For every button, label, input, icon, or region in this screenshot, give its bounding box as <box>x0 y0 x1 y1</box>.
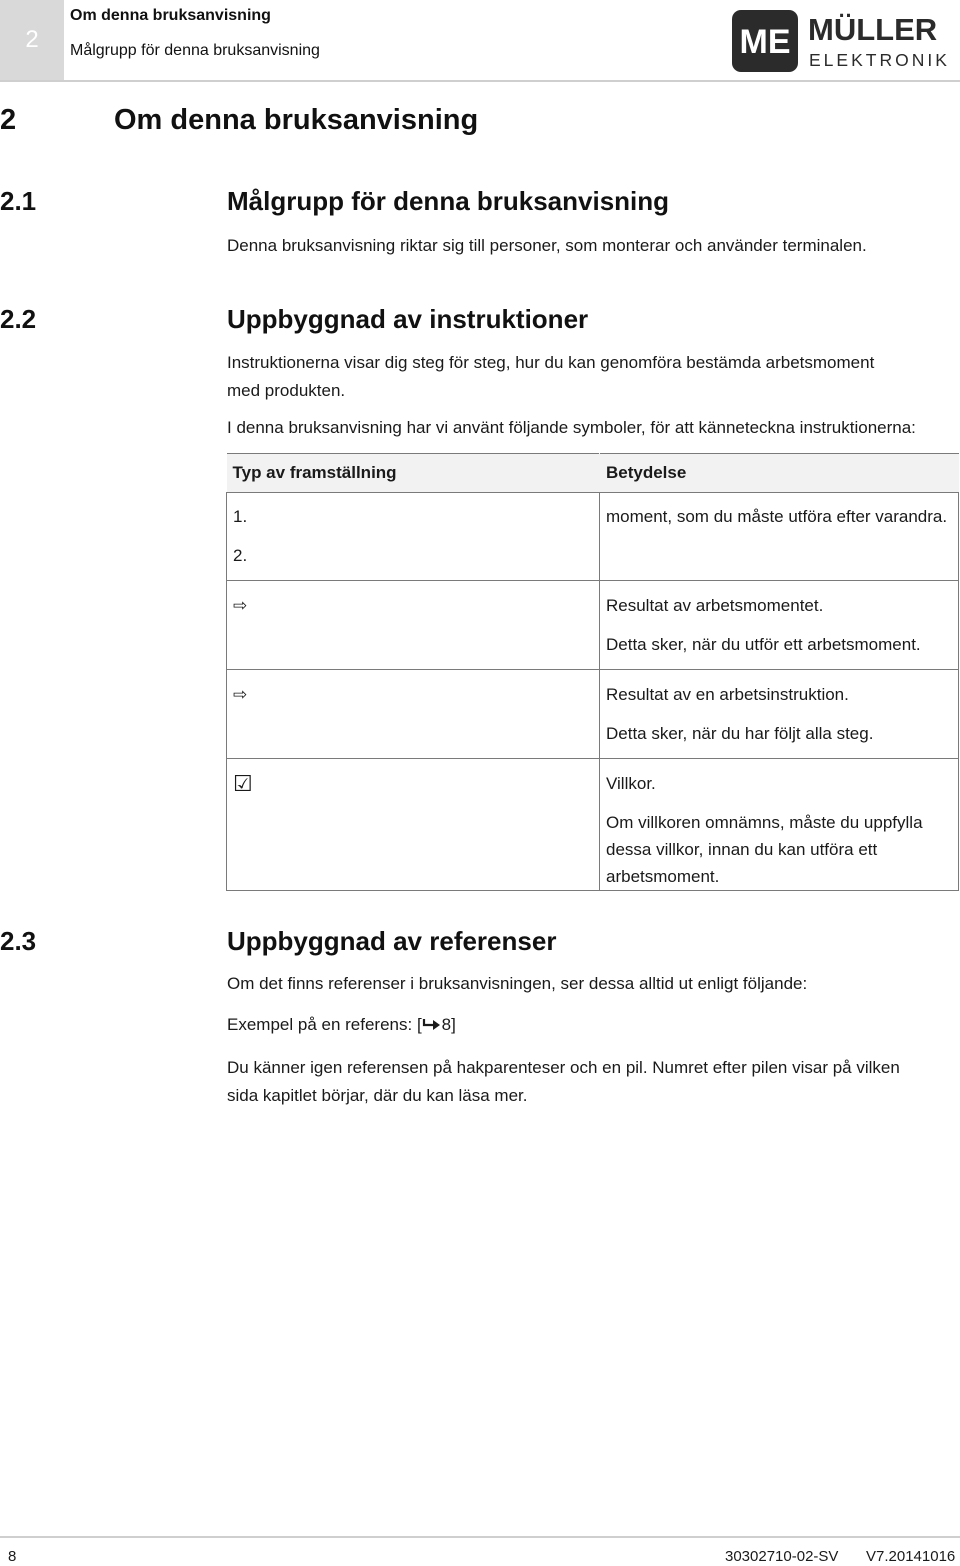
chapter-heading-number: 2 <box>0 104 17 136</box>
paragraph-reference-example <box>227 1011 927 1039</box>
chapter-heading-title: Om denna bruksanvisning <box>114 104 479 136</box>
paragraph-references-intro: Om det finns referenser i bruksanvisningen, ser dessa alltid ut enligt följande: <box>227 974 808 993</box>
checkbox-checked-icon: ☑ <box>233 771 253 796</box>
paragraph-reference-explanation: Du känner igen referensen på hakparenteser och en pil. Numret efter pilen visar på vilken sida kapitlet börjar, där du kan läsa mer. <box>227 1058 900 1105</box>
meaning-text: Detta sker, när du utför ett arbetsmoment. <box>606 635 921 654</box>
header-divider <box>0 80 960 82</box>
reference-example-label: Exempel på en referens: [ <box>227 1015 422 1034</box>
section-number: 2.1 <box>0 186 37 216</box>
outline-right-arrow-icon: ⇨ <box>233 596 248 615</box>
chapter-heading <box>0 104 478 137</box>
meaning-text: Resultat av arbetsmomentet. <box>606 596 824 615</box>
meaning-text: Detta sker, när du har följt alla steg. <box>606 724 874 743</box>
section-number: 2.2 <box>0 304 37 334</box>
table-header-row <box>227 454 959 493</box>
table-cell-symbol <box>227 670 600 759</box>
reference-page-number: 8] <box>441 1015 456 1034</box>
svg-text:ME: ME <box>739 23 791 61</box>
paragraph-target-group: Denna bruksanvisning riktar sig till personer, som monterar och använder terminalen. <box>227 236 867 255</box>
step-number: 1. <box>233 507 248 526</box>
mueller-elektronik-logo <box>732 8 952 74</box>
table-cell-symbol <box>227 493 600 581</box>
table-header-cell: Betydelse <box>600 454 959 493</box>
section-number: 2.3 <box>0 926 37 956</box>
section-title: Uppbyggnad av referenser <box>227 926 557 956</box>
meaning-text: Villkor. <box>606 774 656 793</box>
reference-arrow-icon <box>422 1017 442 1031</box>
table-row <box>227 493 959 581</box>
table-cell-meaning <box>600 670 959 759</box>
table-cell-symbol <box>227 581 600 670</box>
section-title: Målgrupp för denna bruksanvisning <box>227 186 670 216</box>
running-header-subtitle: Målgrupp för denna bruksanvisning <box>70 42 320 59</box>
table-cell-meaning <box>600 581 959 670</box>
footer-divider <box>0 1536 960 1538</box>
paragraph-instructions-intro: Instruktionerna visar dig steg för steg, hur du kan genomföra bestämda arbetsmoment med produkten. <box>227 353 875 400</box>
svg-text:MÜLLER: MÜLLER <box>808 12 938 47</box>
footer-page-number: 8 <box>8 1548 17 1565</box>
table-cell-meaning <box>600 759 959 891</box>
chapter-number-badge: 2 <box>0 0 64 80</box>
step-number: 2. <box>233 546 248 565</box>
meaning-text: moment, som du måste utföra efter varandra. <box>606 507 948 526</box>
table-header-cell: Typ av framställning <box>227 454 600 493</box>
footer-version: V7.20141016 <box>866 1548 956 1565</box>
running-header-title: Om denna bruksanvisning <box>70 7 271 24</box>
table-row <box>227 759 959 891</box>
meaning-text: Resultat av en arbetsinstruktion. <box>606 685 849 704</box>
table-row <box>227 670 959 759</box>
table-cell-meaning <box>600 493 959 581</box>
symbols-table <box>226 453 959 891</box>
table-row <box>227 581 959 670</box>
meaning-text: Om villkoren omnämns, måste du uppfylla dessa villkor, innan du kan utföra ett arbetsmoment. <box>606 813 923 886</box>
paragraph-symbols-intro: I denna bruksanvisning har vi använt följande symboler, för att känneteckna instruktionerna: <box>227 418 916 437</box>
outline-right-arrow-icon: ⇨ <box>233 685 248 704</box>
svg-text:ELEKTRONIK: ELEKTRONIK <box>809 50 950 70</box>
table-cell-symbol <box>227 759 600 891</box>
footer-document-number: 30302710-02-SV <box>725 1548 839 1565</box>
section-title: Uppbyggnad av instruktioner <box>227 304 589 334</box>
